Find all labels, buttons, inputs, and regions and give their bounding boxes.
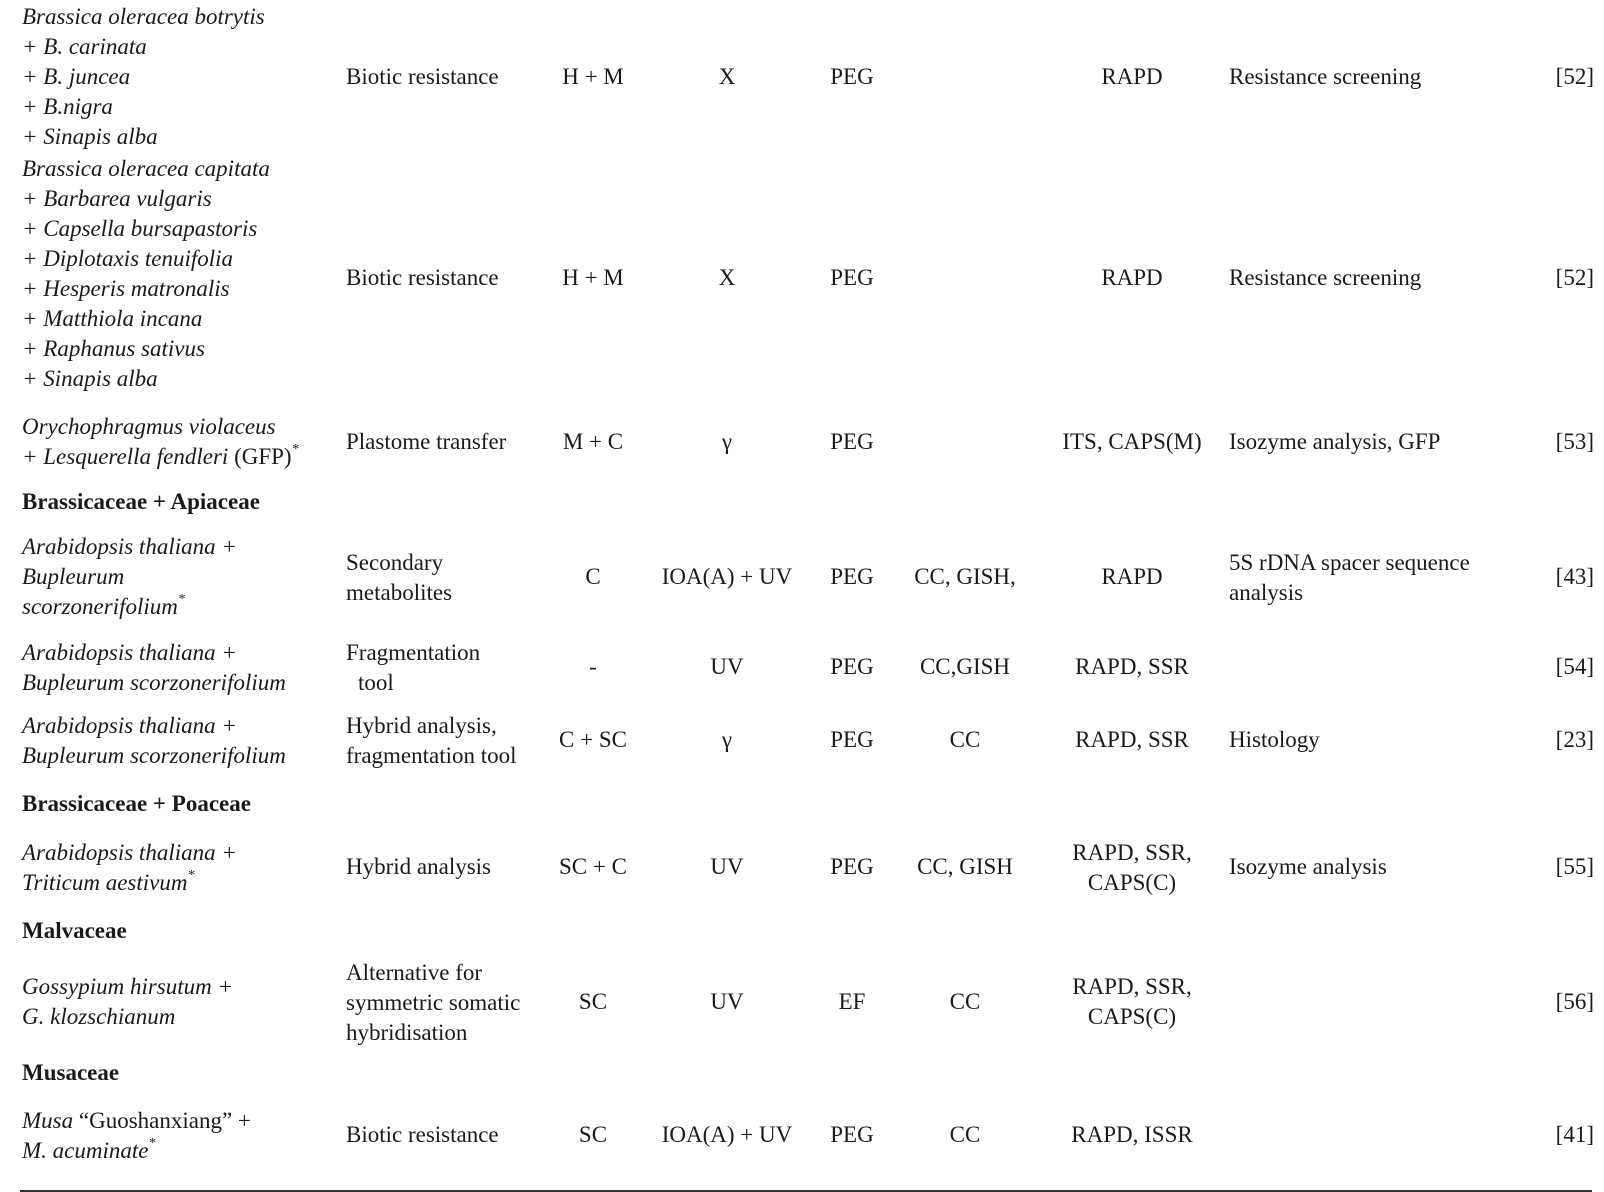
fusion-cell: H + M [562,265,624,290]
method-cell: PEG [830,654,874,679]
purpose-cell: Hybrid analysis [346,854,492,879]
purpose-cell: Fragmentation tool [346,640,481,695]
other-analysis-cell: Isozyme analysis, GFP [1229,429,1441,454]
other-analysis-cell: Resistance screening [1229,64,1422,89]
species-cell: Arabidopsis thaliana + Bupleurum scorzonerifolium* [22,534,237,619]
fusion-cell: SC [578,1122,608,1147]
fusion-cell: SC [578,989,608,1014]
other-analysis-cell: Resistance screening [1229,265,1422,290]
purpose-cell: Biotic resistance [346,265,499,290]
fusion-cell: M + C [562,429,624,454]
irradiation-cell: γ [721,429,733,454]
reference-cell: [54] [1555,654,1594,679]
species-cell: Arabidopsis thaliana + Bupleurum scorzonerifolium [22,713,286,768]
purpose-cell: Hybrid analysis, fragmentation tool [346,713,517,768]
purpose-cell: Biotic resistance [346,1122,499,1147]
reference-cell: [41] [1555,1122,1594,1147]
family-heading: Brassicaceae + Apiaceae [22,489,260,514]
irradiation-cell: X [718,64,736,89]
method-cell: PEG [830,429,874,454]
molecular-cell: RAPD, SSR, CAPS(C) [1072,974,1192,1029]
species-cell: Musa “Guoshanxiang” + M. acuminate* [22,1108,251,1163]
molecular-cell: RAPD [1101,64,1163,89]
reference-cell: [55] [1555,854,1594,879]
cytology-cell: CC [949,989,981,1014]
species-cell: Orychophragmus violaceus + Lesquerella fendleri (GFP)* [22,414,299,469]
reference-cell: [52] [1555,265,1594,290]
footnote-marker: * [177,592,185,608]
purpose-cell: Biotic resistance [346,64,499,89]
molecular-cell: RAPD [1101,265,1163,290]
footnote-marker: * [148,1136,156,1152]
family-heading: Musaceae [22,1060,120,1085]
reference-cell: [23] [1555,727,1594,752]
irradiation-cell: IOA(A) + UV [661,1122,793,1147]
irradiation-cell: IOA(A) + UV [661,564,793,589]
footnote-marker: * [187,868,195,884]
footnote-marker: * [291,442,299,458]
molecular-cell: RAPD [1101,564,1163,589]
purpose-cell: Plastome transfer [346,429,507,454]
method-cell: PEG [830,64,874,89]
family-heading: Brassicaceae + Poaceae [22,791,251,816]
cytology-cell: CC, GISH, [914,564,1016,589]
irradiation-cell: X [718,265,736,290]
reference-cell: [53] [1555,429,1594,454]
molecular-cell: RAPD, SSR, CAPS(C) [1072,840,1192,895]
irradiation-cell: UV [710,854,744,879]
reference-cell: [43] [1555,564,1594,589]
irradiation-cell: UV [710,989,744,1014]
fusion-cell: C [585,564,601,589]
species-cell: Arabidopsis thaliana + Triticum aestivum* [22,840,237,895]
other-analysis-cell: Histology [1229,727,1320,752]
species-cell: Gossypium hirsutum + G. klozschianum [22,974,234,1029]
molecular-cell: RAPD, ISSR [1071,1122,1193,1147]
fusion-cell: SC + C [559,854,627,879]
molecular-cell: ITS, CAPS(M) [1062,429,1202,454]
method-cell: PEG [830,1122,874,1147]
method-cell: PEG [830,564,874,589]
irradiation-cell: γ [721,727,733,752]
family-heading: Malvaceae [22,918,127,943]
cytology-cell: CC,GISH [919,654,1011,679]
species-cell: Arabidopsis thaliana + Bupleurum scorzonerifolium [22,640,286,695]
fusion-cell: - [589,654,597,679]
cytology-cell: CC [949,1122,981,1147]
cytology-cell: CC, GISH [917,854,1013,879]
molecular-cell: RAPD, SSR [1075,654,1189,679]
method-cell: PEG [830,727,874,752]
reference-cell: [52] [1555,64,1594,89]
method-cell: EF [838,989,866,1014]
other-analysis-cell: Isozyme analysis [1229,854,1387,879]
purpose-cell: Alternative for symmetric somatic hybridisation [346,960,521,1045]
method-cell: PEG [830,265,874,290]
species-note: (GFP) [234,444,292,469]
cytology-cell: CC [949,727,981,752]
species-cell: Brassica oleracea botrytis + B. carinata + B. juncea + B.nigra + Sinapis alba [22,4,265,149]
purpose-cell: Secondary metabolites [346,550,453,605]
fusion-cell: C + SC [559,727,627,752]
other-analysis-cell: 5S rDNA spacer sequence analysis [1229,550,1470,605]
irradiation-cell: UV [710,654,744,679]
reference-cell: [56] [1555,989,1594,1014]
molecular-cell: RAPD, SSR [1075,727,1189,752]
species-cell: Brassica oleracea capitata + Barbarea vulgaris + Capsella bursapastoris + Diplotaxis tenuifolia + Hesperis matronalis + Matthiola incana + Raphanus sativus + Sinapis alba [22,156,270,391]
fusion-cell: H + M [562,64,624,89]
method-cell: PEG [830,854,874,879]
